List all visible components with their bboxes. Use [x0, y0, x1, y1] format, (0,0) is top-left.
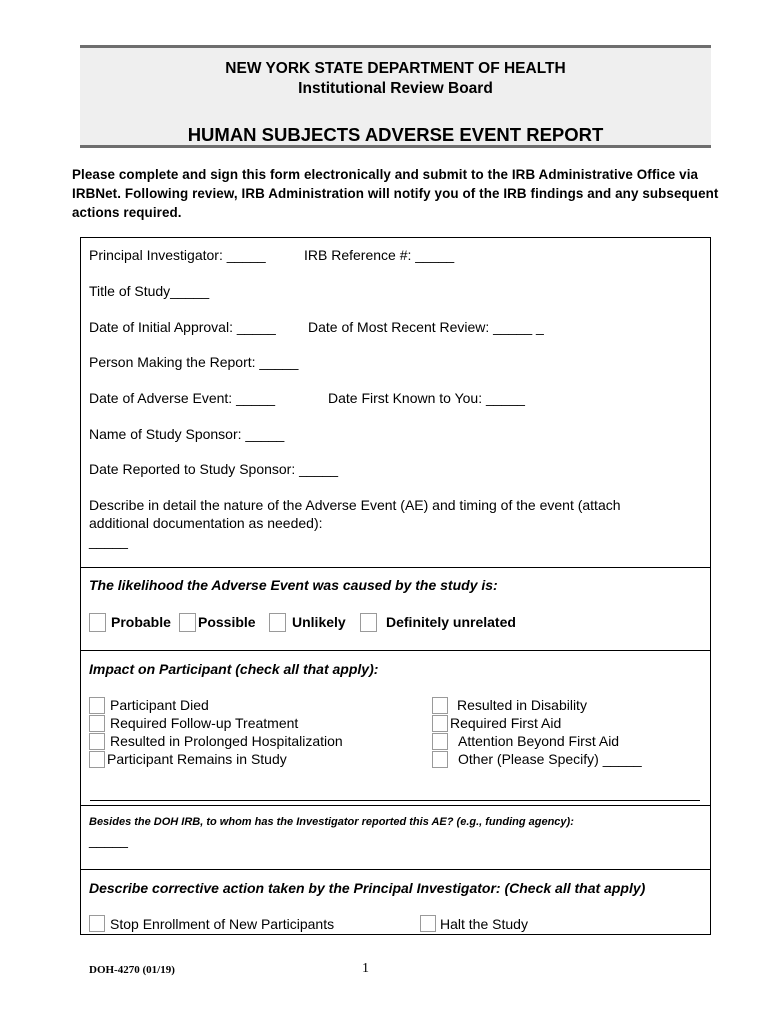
remains-in-study-label: Participant Remains in Study — [107, 751, 287, 767]
definitely-unrelated-checkbox[interactable] — [360, 613, 377, 632]
participant-died-checkbox[interactable] — [89, 697, 105, 714]
possible-checkbox[interactable] — [179, 613, 196, 632]
unlikely-label: Unlikely — [292, 614, 346, 630]
beyond-first-aid-label: Attention Beyond First Aid — [458, 733, 620, 749]
halt-study-label: Halt the Study — [440, 916, 528, 932]
section-divider — [80, 869, 711, 870]
resulted-disability-checkbox[interactable] — [432, 697, 448, 714]
describe-event-field[interactable]: _____ — [89, 533, 128, 549]
date-initial-approval-field[interactable]: Date of Initial Approval: _____ — [89, 319, 276, 335]
board-name: Institutional Review Board — [298, 80, 493, 97]
likelihood-question: The likelihood the Adverse Event was caused by the study is: — [89, 577, 498, 593]
stop-enrollment-checkbox[interactable] — [89, 915, 105, 932]
resulted-disability-label: Resulted in Disability — [457, 697, 587, 713]
page-number: 1 — [362, 961, 369, 976]
halt-study-checkbox[interactable] — [420, 915, 436, 932]
person-making-report-field[interactable]: Person Making the Report: _____ — [89, 354, 299, 370]
date-first-known-field[interactable]: Date First Known to You: _____ — [328, 390, 525, 406]
date-adverse-event-field[interactable]: Date of Adverse Event: _____ — [89, 390, 276, 406]
study-sponsor-field[interactable]: Name of Study Sponsor: _____ — [89, 426, 285, 442]
other-specify-label[interactable]: Other (Please Specify) _____ — [458, 751, 642, 767]
participant-died-label: Participant Died — [110, 697, 209, 713]
form-title: HUMAN SUBJECTS ADVERSE EVENT REPORT — [187, 124, 604, 145]
follow-up-treatment-checkbox[interactable] — [89, 715, 105, 732]
probable-checkbox[interactable] — [89, 613, 106, 632]
department-name: NEW YORK STATE DEPARTMENT OF HEALTH — [225, 60, 566, 77]
date-recent-review-field[interactable]: Date of Most Recent Review: _____ _ — [308, 319, 544, 335]
describe-event-label-cont: additional documentation as needed): — [89, 515, 323, 531]
answer-line — [90, 800, 700, 801]
date-reported-sponsor-field[interactable]: Date Reported to Study Sponsor: _____ — [89, 461, 339, 477]
section-divider — [80, 805, 711, 806]
irb-reference-field[interactable]: IRB Reference #: _____ — [304, 247, 455, 263]
definitely-unrelated-label: Definitely unrelated — [386, 614, 516, 630]
intro-instructions: Please complete and sign this form electronically and submit to the IRB Administrative Office via IRBNet. Following review, IRB Administration will notify you of the IRB findings and any subsequent actions required. — [72, 167, 719, 220]
form-code: DOH-4270 (01/19) — [89, 964, 175, 976]
stop-enrollment-label: Stop Enrollment of New Participants — [110, 916, 335, 932]
reported-question: Besides the DOH IRB, to whom has the Investigator reported this AE? (e.g., funding agency): — [89, 816, 574, 828]
other-specify-checkbox[interactable] — [432, 751, 448, 768]
principal-investigator-field[interactable]: Principal Investigator: _____ — [89, 247, 266, 263]
probable-label: Probable — [111, 614, 171, 630]
follow-up-treatment-label: Required Follow-up Treatment — [110, 715, 299, 731]
section-divider — [80, 650, 711, 651]
required-first-aid-label: Required First Aid — [450, 715, 562, 731]
describe-event-label: Describe in detail the nature of the Adverse Event (AE) and timing of the event (attach — [89, 497, 621, 513]
prolonged-hospitalization-checkbox[interactable] — [89, 733, 105, 750]
impact-question: Impact on Participant (check all that apply): — [89, 661, 379, 677]
reported-field[interactable]: _____ — [89, 832, 128, 848]
unlikely-checkbox[interactable] — [269, 613, 286, 632]
remains-in-study-checkbox[interactable] — [89, 751, 105, 768]
title-of-study-field[interactable]: Title of Study_____ — [89, 283, 210, 299]
beyond-first-aid-checkbox[interactable] — [432, 733, 448, 750]
corrective-question: Describe corrective action taken by the Principal Investigator: (Check all that apply) — [89, 880, 646, 896]
prolonged-hospitalization-label: Resulted in Prolonged Hospitalization — [110, 733, 343, 749]
form-header — [80, 45, 711, 148]
section-divider — [80, 567, 711, 568]
required-first-aid-checkbox[interactable] — [432, 715, 448, 732]
possible-label: Possible — [198, 614, 256, 630]
